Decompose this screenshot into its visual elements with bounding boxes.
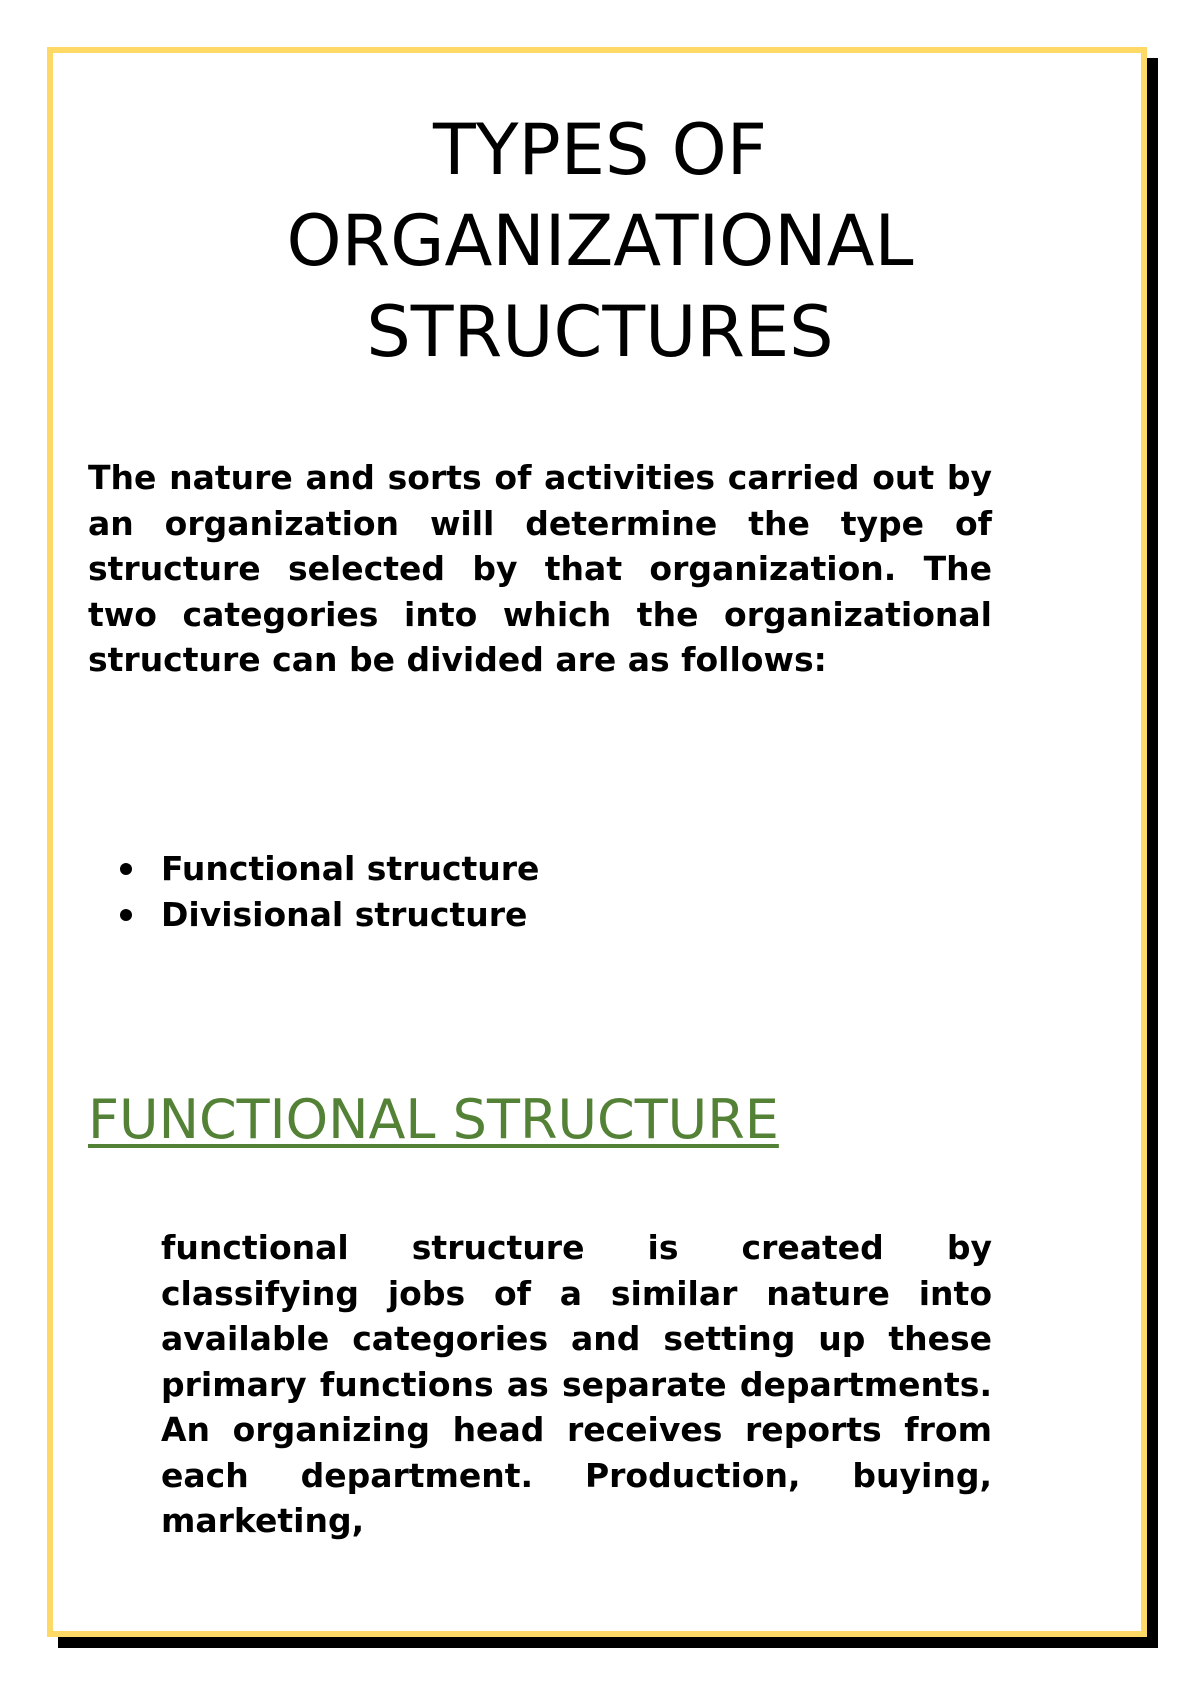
bullet-icon bbox=[120, 863, 132, 875]
list-item bbox=[88, 846, 992, 892]
list-item-label: Divisional structure bbox=[161, 894, 528, 934]
section-body-paragraph: functional structure is created by classifying jobs of a similar nature into available categories and setting up these primary functions as separate departments. An organizing head receives reports from each department. Production, buying, marketing, bbox=[161, 1228, 992, 1540]
section-heading: FUNCTIONAL STRUCTURE bbox=[88, 1088, 779, 1151]
intro-paragraph: The nature and sorts of activities carried out by an organization will determine the type of structure selected by that organization. The two categories into which the organizational structure can be divided are as follows: bbox=[88, 458, 992, 679]
list-item bbox=[88, 892, 992, 938]
bullet-icon bbox=[120, 909, 132, 921]
list-item-label: Functional structure bbox=[161, 849, 540, 888]
structure-types-list bbox=[88, 846, 992, 937]
page-title: TYPES OF ORGANIZATIONAL STRUCTURES bbox=[286, 109, 914, 373]
